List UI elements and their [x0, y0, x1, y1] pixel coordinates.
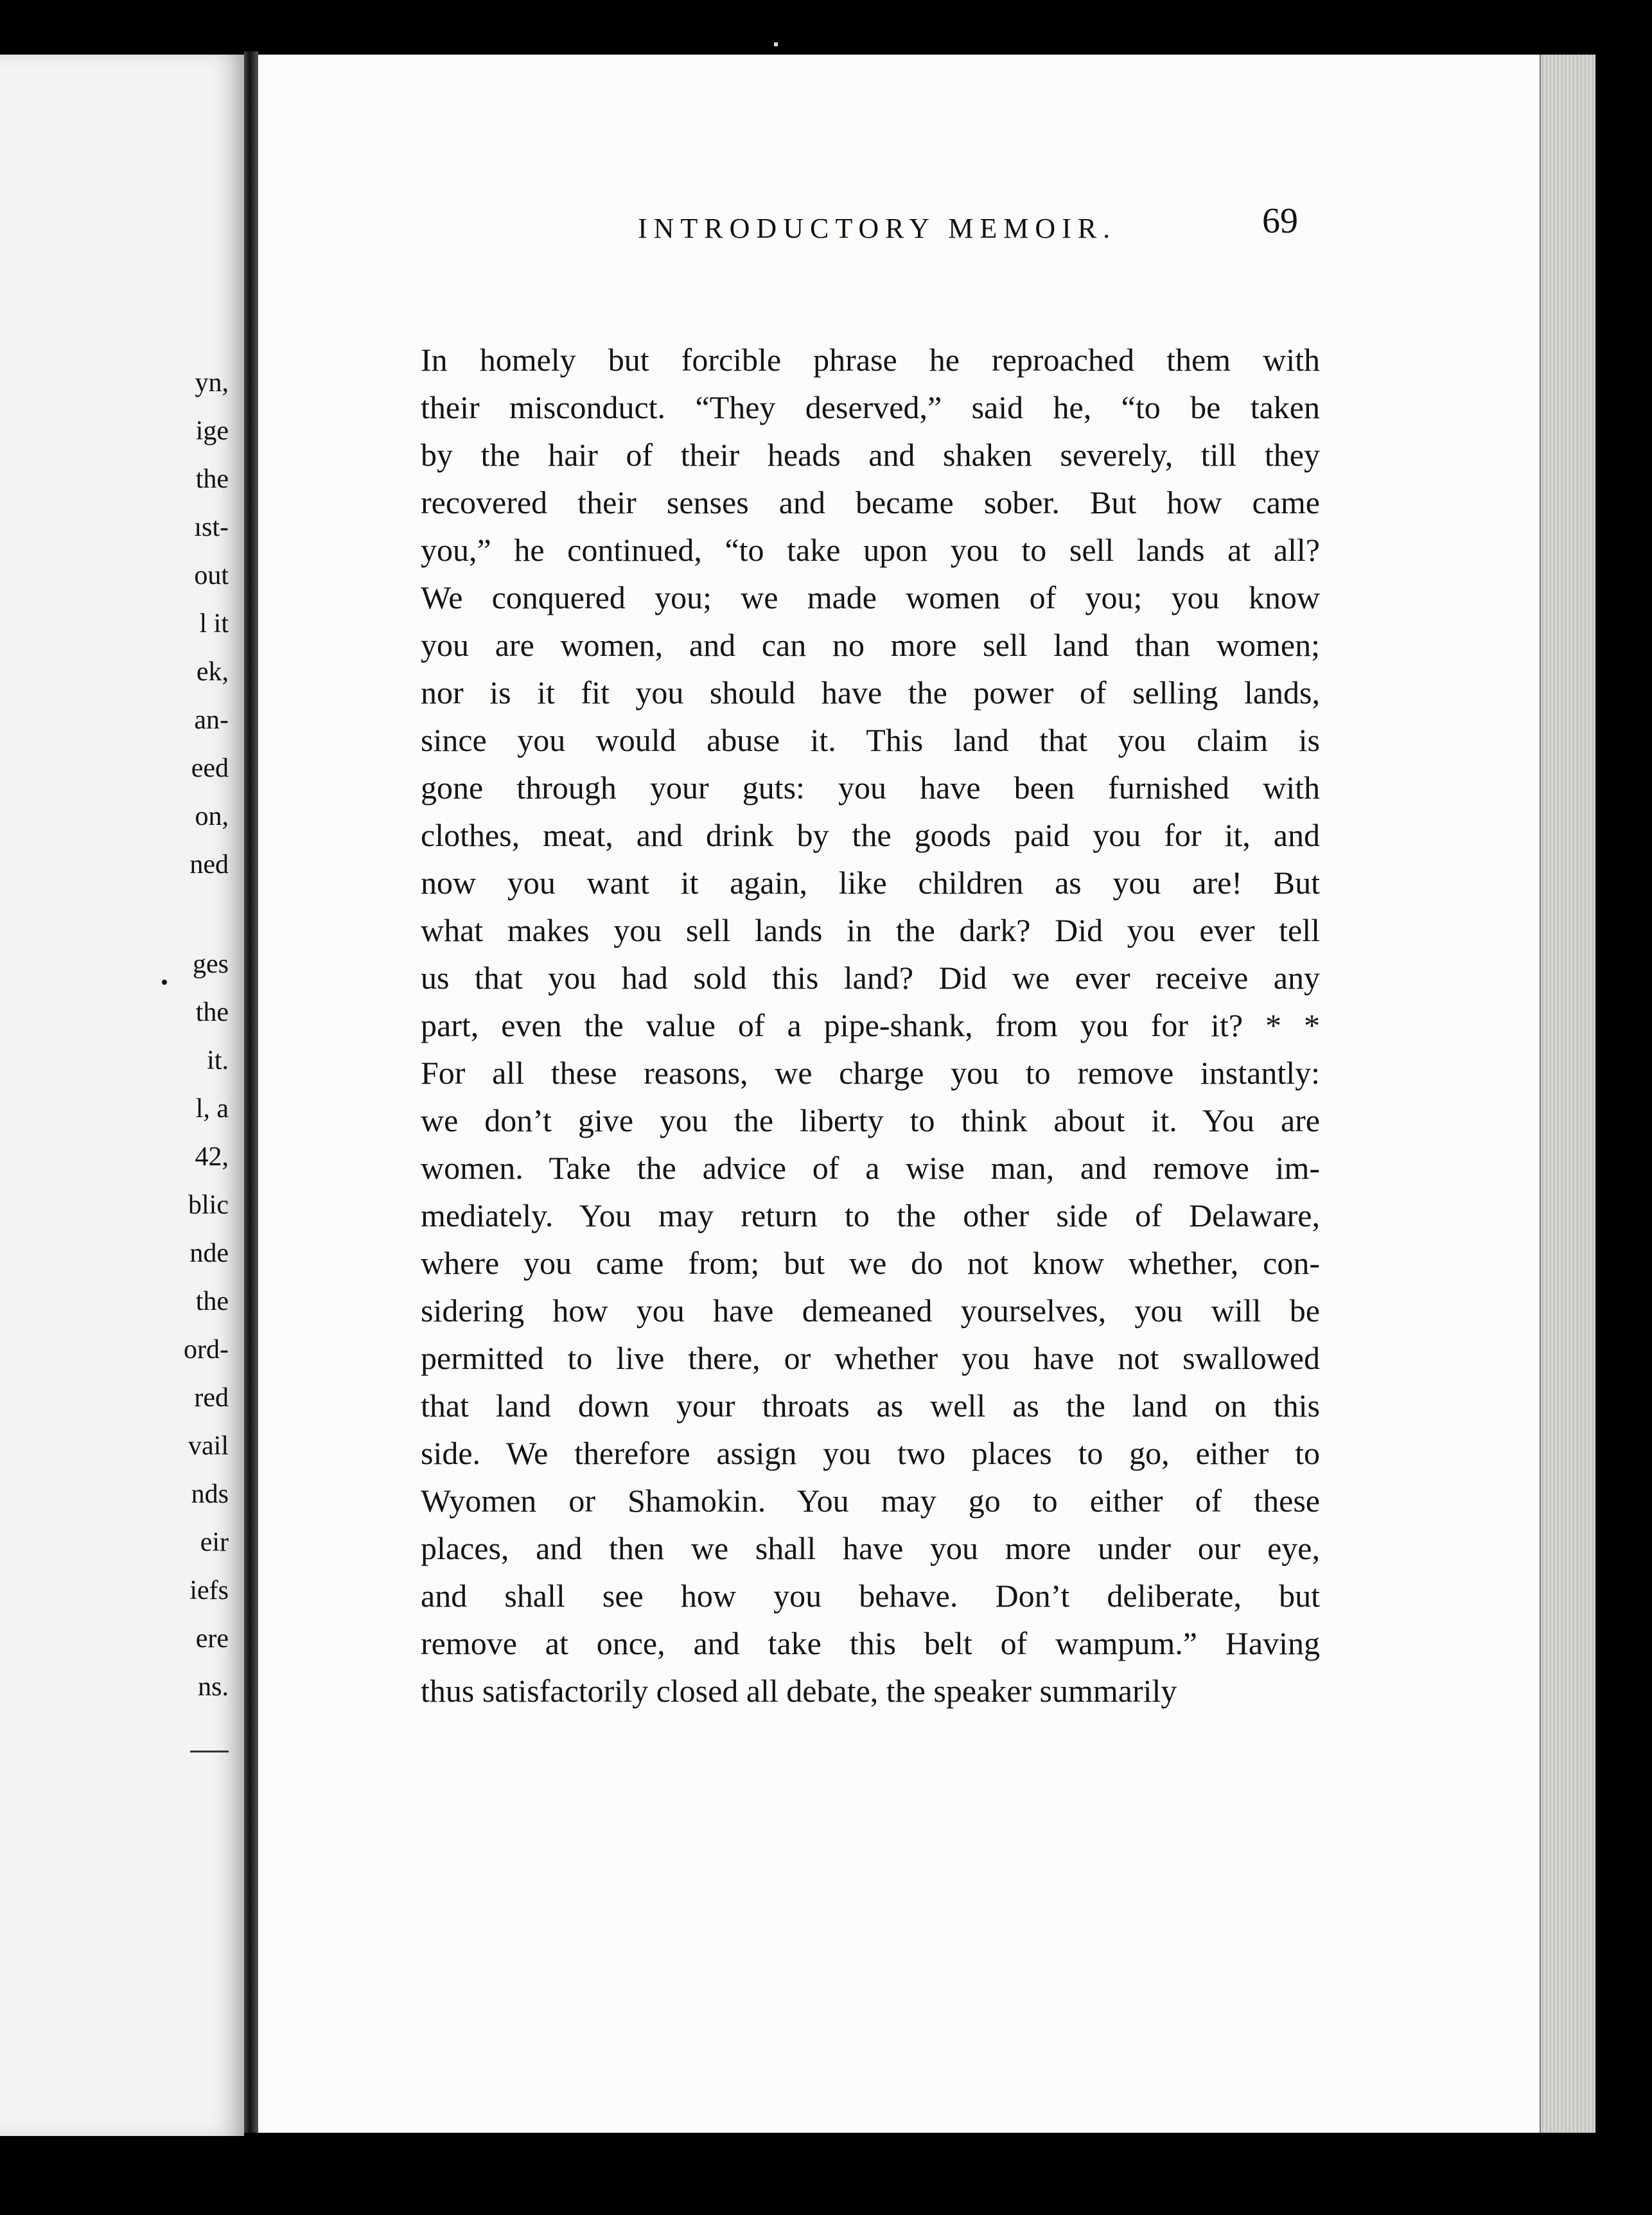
left-page — [0, 55, 244, 2136]
text-line: nor is it fit you should have the power of selling lands, — [421, 675, 1320, 710]
text-line: now you want it again, like children as you are! But — [421, 865, 1320, 901]
left-fragment: red — [194, 1383, 229, 1413]
text-line: we don’t give you the liberty to think about it. You are — [421, 1102, 1320, 1138]
left-fragment: ges — [193, 949, 229, 979]
left-fragment: ord- — [184, 1335, 229, 1364]
running-head: INTRODUCTORY MEMOIR. — [638, 213, 1117, 244]
left-fragment: ek, — [196, 657, 229, 687]
left-fragment: ıst- — [194, 513, 229, 542]
left-fragment: yn, — [195, 368, 229, 398]
text-line: that land down your throats as well as the land on this — [421, 1388, 1320, 1424]
text-line: you,” he continued, “to take upon you to sell lands at all? — [421, 532, 1320, 568]
text-line: Wyomen or Shamokin. You may go to either of these — [421, 1483, 1320, 1519]
text-line: thus satisfactorily closed all debate, the speaker summarily — [421, 1673, 1177, 1709]
left-fragment: nde — [189, 1239, 229, 1268]
left-fragment: eir — [200, 1528, 229, 1557]
ink-speck — [162, 980, 167, 985]
text-line: and shall see how you behave. Don’t deliberate, but — [421, 1578, 1320, 1614]
text-line: clothes, meat, and drink by the goods paid you for it, and — [421, 817, 1320, 853]
left-fragment: the — [195, 464, 229, 494]
text-line: where you came from; but we do not know whether, con- — [421, 1245, 1320, 1281]
left-fragment: blic — [188, 1190, 229, 1220]
left-fragment: the — [195, 998, 229, 1027]
book-gutter — [244, 51, 258, 2133]
left-fragment: vail — [188, 1431, 229, 1461]
text-line: We conquered you; we made women of you; you know — [421, 579, 1320, 615]
left-fragment: nds — [191, 1479, 229, 1509]
left-fragment: l it — [199, 609, 229, 639]
text-line: For all these reasons, we charge you to remove instantly: — [421, 1055, 1320, 1091]
text-line: permitted to live there, or whether you have not swallowed — [421, 1340, 1320, 1376]
left-fragment: an- — [194, 705, 229, 735]
text-line: us that you had sold this land? Did we ever receive any — [421, 960, 1320, 996]
text-line: their misconduct. “They deserved,” said he, “to be taken — [421, 389, 1320, 425]
page-edges — [1540, 55, 1595, 2133]
left-fragment: eed — [191, 754, 229, 783]
text-line: side. We therefore assign you two places to go, either to — [421, 1435, 1320, 1471]
left-fragment: the — [195, 1287, 229, 1316]
footnote-rule — [190, 1751, 229, 1752]
text-line: mediately. You may return to the other side of Delaware, — [421, 1197, 1320, 1233]
text-line: since you would abuse it. This land that you claim is — [421, 722, 1320, 758]
text-line: places, and then we shall have you more under our eye, — [421, 1530, 1320, 1566]
left-fragment: 42, — [195, 1142, 229, 1172]
left-fragment: on, — [195, 802, 229, 831]
text-line: you are women, and can no more sell land than women; — [421, 627, 1320, 663]
left-fragment: ned — [189, 850, 229, 879]
text-line: women. Take the advice of a wise man, and remove im- — [421, 1150, 1320, 1186]
text-line: by the hair of their heads and shaken severely, till they — [421, 437, 1320, 473]
left-fragment: l, a — [195, 1094, 229, 1124]
left-fragment: ige — [195, 416, 229, 446]
text-line: remove at once, and take this belt of wampum.” Having — [421, 1625, 1320, 1661]
dust-speck — [774, 42, 778, 46]
text-line: part, even the value of a pipe-shank, from you for it? * * — [421, 1007, 1320, 1043]
left-fragment: it. — [207, 1046, 229, 1075]
left-fragment: iefs — [189, 1576, 229, 1605]
text-line: In homely but forcible phrase he reproached them with — [421, 342, 1320, 378]
left-fragment: ere — [195, 1624, 229, 1654]
left-fragment: out — [194, 561, 229, 590]
text-line: gone through your guts: you have been furnished with — [421, 770, 1320, 806]
text-line: what makes you sell lands in the dark? Did you ever tell — [421, 912, 1320, 948]
page-number: 69 — [1262, 201, 1298, 241]
text-line: recovered their senses and became sober. But how came — [421, 484, 1320, 520]
left-fragment: ns. — [198, 1672, 229, 1702]
text-line: sidering how you have demeaned yourselves, you will be — [421, 1293, 1320, 1328]
